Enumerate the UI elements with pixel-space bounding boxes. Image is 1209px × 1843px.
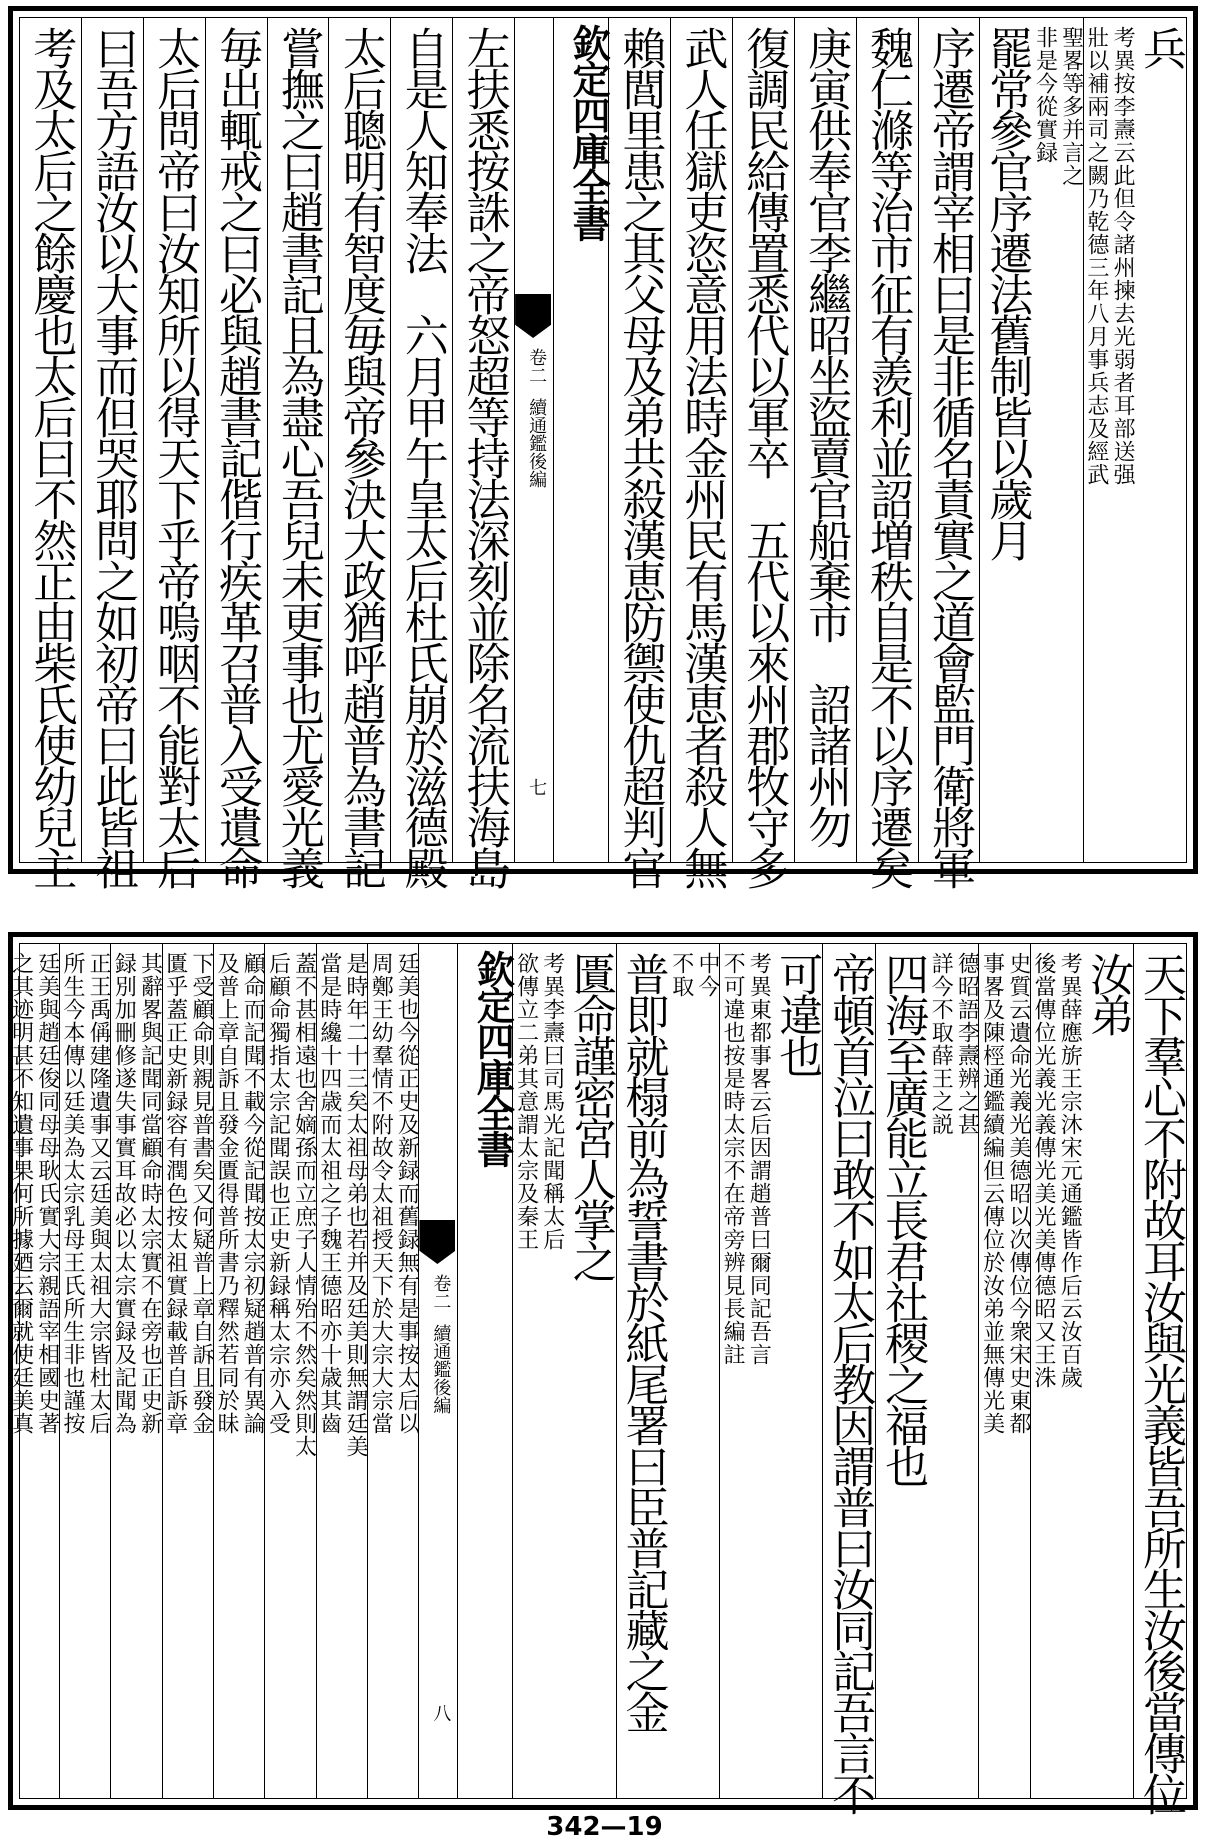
text-column bbox=[670, 18, 732, 887]
annotation-line: 詳今不取薛王之説 bbox=[928, 952, 954, 1136]
annotation-line: 廷美與趙廷俊同母母耿氏實大宗親語宰相國史著 bbox=[34, 952, 60, 1435]
annotation bbox=[979, 944, 1029, 1798]
folio-number: 八 bbox=[430, 1704, 452, 1722]
annotation-line: 正王禹偁建隆遺事又云廷美與太祖大宗皆杜太后 bbox=[86, 952, 112, 1435]
main-text: 嘗撫之曰趙書記且為盡心吾兒未更事也尤愛光義 bbox=[272, 26, 324, 887]
annotation bbox=[720, 944, 770, 1798]
main-text: 四海至廣能立長君社稷之福也 bbox=[877, 952, 929, 1485]
text-column bbox=[452, 18, 514, 887]
annotation-line: 後當傳位光義光義傳光美光美傳德昭又王洙 bbox=[1031, 952, 1056, 1389]
text-column bbox=[316, 944, 367, 1798]
annotation bbox=[928, 944, 978, 1798]
text-column bbox=[81, 18, 143, 887]
main-text: 天下羣心不附故耳汝與光義皆吾所生汝後當傳位 bbox=[1135, 952, 1186, 1813]
annotation-line: 考異按李燾云此但令諸州揀去光弱者耳部送强 bbox=[1110, 26, 1136, 486]
main-text: 毎出輒戒之曰必與趙書記偕行疾革召普入受遺命 bbox=[211, 26, 263, 887]
text-column bbox=[875, 944, 978, 1798]
text-column bbox=[162, 944, 213, 1798]
book-title: 欽定四庫全書 bbox=[470, 950, 516, 1166]
main-text: 考及太后之餘慶也太后曰不然正由柴氏使幼兒主 bbox=[25, 26, 77, 887]
text-column bbox=[328, 18, 390, 887]
text-frame-top bbox=[19, 17, 1187, 887]
main-text: 兵 bbox=[1135, 26, 1186, 67]
annotation-line: 當是時纔十四歳而太祖之子魏王德昭亦十歳其齒 bbox=[316, 952, 342, 1435]
text-column bbox=[205, 18, 267, 887]
text-column bbox=[979, 18, 1082, 862]
annotation-line: 非是今從實録 bbox=[1032, 26, 1058, 164]
main-text: 武人任獄吏恣意用法時金州民有馬漢恵者殺人無 bbox=[676, 26, 728, 887]
text-column bbox=[367, 944, 418, 1798]
main-text: 賴閭里患之其父母及弟共殺漢恵防禦使仇超判官 bbox=[614, 26, 666, 887]
annotation bbox=[60, 944, 110, 1798]
fish-tail-mark bbox=[515, 294, 551, 338]
text-column bbox=[264, 944, 315, 1798]
main-text: 太后問帝曰汝知所以得天下乎帝嗚咽不能對太后 bbox=[149, 26, 201, 887]
annotation-line: 聖畧等多并言之 bbox=[1058, 26, 1084, 187]
main-text: 太后聰明有智度毎與帝參決大政猶呼趙普為書記 bbox=[334, 26, 386, 887]
annotation bbox=[8, 944, 58, 1798]
volume-label: 卷二 bbox=[526, 348, 548, 384]
text-frame-bottom bbox=[8, 943, 1187, 1813]
folio-number: 七 bbox=[526, 778, 548, 796]
annotation-line: 下受顧命則親見普書矣又何疑普上章自訴且發金 bbox=[188, 952, 214, 1435]
page-number: 342—19 bbox=[546, 1812, 663, 1842]
text-column bbox=[616, 944, 719, 1798]
annotation bbox=[111, 944, 161, 1798]
text-column bbox=[918, 18, 980, 887]
text-column bbox=[8, 944, 58, 1798]
annotation-line: 蓋不甚相遠也舍嫡孫而立庶子人情殆不然矣然則太 bbox=[291, 952, 317, 1458]
center-margin bbox=[514, 18, 612, 862]
annotation-line: 是時年二十三矣太祖母弟也若并及廷美則無謂廷美 bbox=[343, 952, 369, 1458]
annotation-line: 所生今本傳以廷美為太宗乳母王氏所生非也謹按 bbox=[59, 952, 85, 1435]
text-column bbox=[1083, 18, 1186, 862]
main-text: 自是人知奉法 六月甲午皇太后杜氏崩於滋德殿 bbox=[396, 26, 448, 887]
text-column bbox=[512, 944, 615, 1798]
main-text: 可違也 bbox=[771, 952, 823, 1075]
main-text: 帝頓首泣曰敢不如太后教因謂普曰汝同記吾言不 bbox=[824, 952, 876, 1813]
annotation bbox=[513, 944, 563, 1798]
book-name-label: 續通鑑後編 bbox=[430, 1324, 452, 1414]
text-column bbox=[110, 944, 161, 1798]
main-text: 罷常參官序遷法舊制皆以歲月 bbox=[981, 26, 1033, 559]
text-column bbox=[213, 944, 264, 1798]
main-text: 復調民給傳置悉代以軍卒 五代以來州郡牧守多 bbox=[738, 26, 790, 887]
main-text: 序遷帝謂宰相曰是非循名責實之道會監門衛將軍 bbox=[923, 26, 975, 887]
annotation-line: 考異東都事畧云后因謂趙普曰爾同記吾言 bbox=[746, 952, 772, 1366]
annotation bbox=[163, 944, 213, 1798]
annotation-line: 之其迹明甚不知遺事果何所據廼云爾就使廷美真 bbox=[8, 952, 34, 1435]
text-column bbox=[978, 944, 1029, 1798]
annotation-line: 不取 bbox=[668, 952, 694, 998]
annotation bbox=[317, 944, 367, 1798]
text-column bbox=[143, 18, 205, 887]
fish-tail-strip bbox=[515, 18, 554, 862]
annotation-line: 史質云遺命光義光美德昭以次傳位今衆宋史東都 bbox=[1005, 952, 1031, 1435]
annotation-line: 周鄭王幼羣情不附故令太祖授天下於大宗大宗當 bbox=[368, 952, 394, 1435]
fish-tail-strip bbox=[419, 944, 458, 1798]
annotation bbox=[1032, 18, 1082, 862]
annotation-line: 欲傳立二弟其意謂太宗及秦王 bbox=[513, 952, 539, 1251]
text-column bbox=[794, 18, 856, 862]
annotation-line: 壯以補兩司之闕乃乾德三年八月事兵志及經武 bbox=[1083, 26, 1109, 486]
annotation-line: 后顧命獨指太宗記聞誤也正史新録稱太宗亦入受 bbox=[265, 952, 291, 1435]
text-column bbox=[59, 944, 110, 1798]
annotation-line: 事畧及陳桱通鑑續編但云傳位於汝弟並無傳光美 bbox=[979, 952, 1005, 1435]
book-name-label: 續通鑑後編 bbox=[526, 398, 548, 488]
main-text: 曰吾方語汝以大事而但哭耶問之如初帝曰此皆祖 bbox=[87, 26, 139, 887]
text-column bbox=[856, 18, 918, 887]
annotation-line: 考異薛應旂王宗沐宋元通鑑皆作后云汝百歲 bbox=[1057, 952, 1083, 1389]
annotation-line: 廷美也今從正史及新録而舊録無有是事按太后以 bbox=[394, 952, 420, 1435]
text-column bbox=[267, 18, 329, 887]
main-text: 庚寅供奉官李繼昭坐盜賣官船棄市 詔諸州勿 bbox=[800, 26, 852, 846]
text-column bbox=[608, 18, 670, 887]
page-top bbox=[8, 6, 1198, 887]
annotation-line: 匱乎蓋正史新録容有潤色按太祖實録載普自訴章 bbox=[162, 952, 188, 1435]
text-column bbox=[390, 18, 452, 887]
page-bottom bbox=[8, 932, 1198, 1813]
annotation bbox=[265, 944, 315, 1798]
text-column bbox=[719, 944, 822, 1798]
book-title: 欽定四庫全書 bbox=[566, 24, 612, 240]
annotation-line: 顧命而記聞不載今從記聞按太宗初疑趙普有異論 bbox=[240, 952, 266, 1435]
annotation bbox=[1031, 944, 1081, 1798]
main-text: 汝弟 bbox=[1082, 952, 1134, 1034]
main-text: 匱命謹密宮人掌之 bbox=[564, 952, 616, 1280]
center-margin bbox=[418, 944, 516, 1798]
volume-label: 卷二 bbox=[430, 1274, 452, 1310]
annotation bbox=[1084, 18, 1134, 862]
annotation-line: 不可違也按是時太宗不在帝旁辨見長編註 bbox=[720, 952, 746, 1366]
main-text: 魏仁滌等治市征有羨利並詔増秩自是不以序遷矣 bbox=[862, 26, 914, 887]
text-column bbox=[1133, 944, 1186, 1813]
annotation-line: 中今 bbox=[694, 952, 720, 998]
text-column bbox=[1030, 944, 1133, 1798]
annotation bbox=[368, 944, 418, 1798]
annotation bbox=[669, 944, 719, 1798]
main-text: 普即就榻前為誓書於紙尾署曰臣普記藏之金 bbox=[617, 952, 669, 1731]
annotation-line: 其辭畧與記聞同當顧命時太宗實不在旁也正史新 bbox=[137, 952, 163, 1435]
main-text: 左扶悉按誅之帝怒超等持法深刻並除名流扶海島 bbox=[458, 26, 510, 887]
text-column bbox=[822, 944, 876, 1813]
annotation bbox=[214, 944, 264, 1798]
annotation-line: 及普上章自訴且發金匱得普所書乃釋然若同於昧 bbox=[214, 952, 240, 1435]
annotation-line: 録別加刪修遂失事實耳故必以太宗實録及記聞為 bbox=[111, 952, 137, 1435]
text-column bbox=[732, 18, 794, 887]
annotation-line: 德昭語李燾辨之甚 bbox=[954, 952, 980, 1136]
annotation-line: 考異李燾曰司馬光記聞稱太后 bbox=[539, 952, 565, 1251]
fish-tail-mark bbox=[419, 1220, 455, 1264]
text-column bbox=[20, 18, 81, 887]
